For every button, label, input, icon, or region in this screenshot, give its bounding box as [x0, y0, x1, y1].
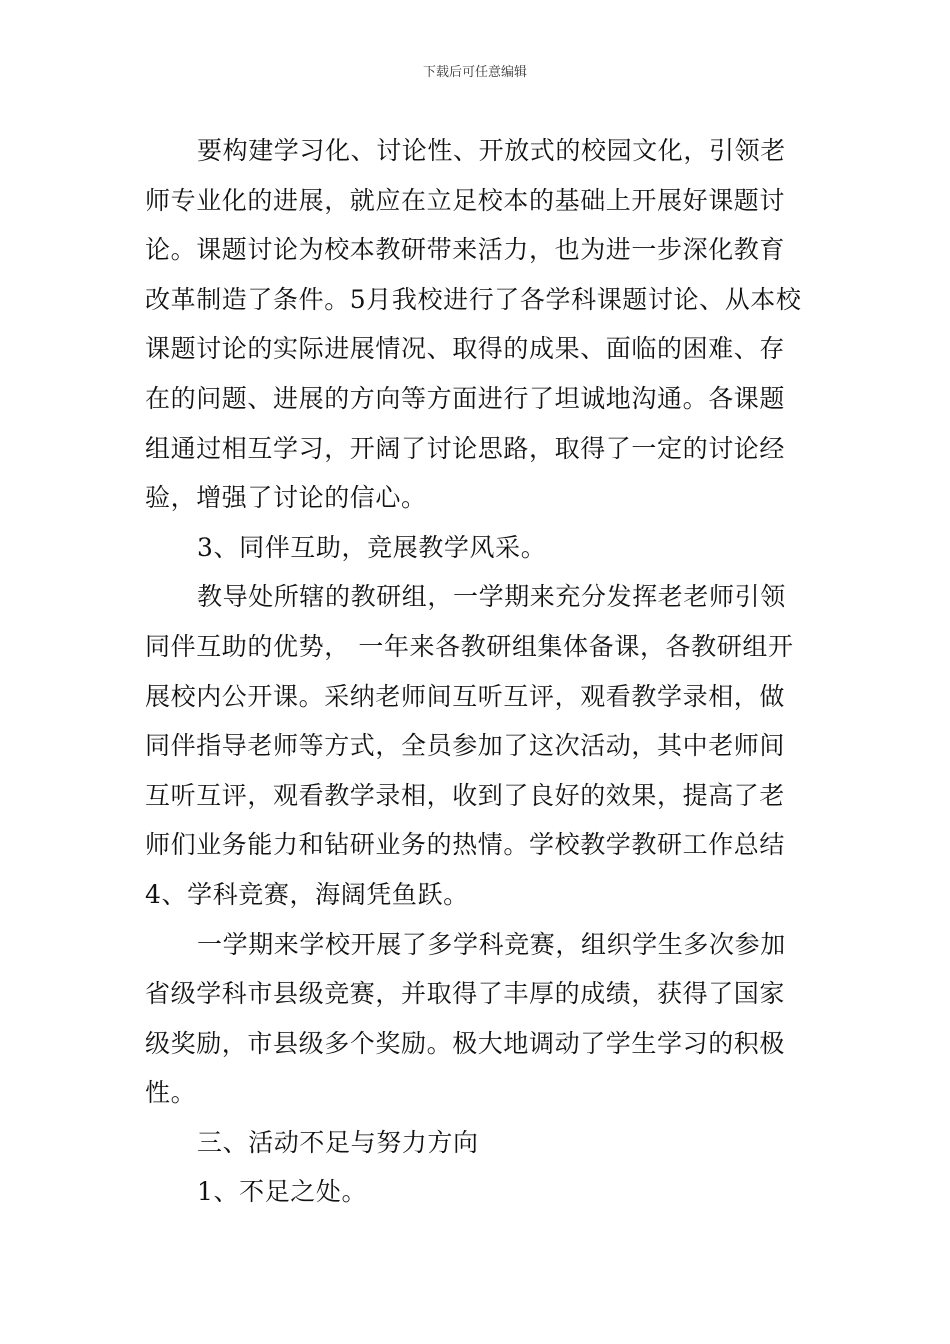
- page-header: 下载后可任意编辑: [422, 65, 527, 80]
- text-line: 互听互评，观看教学录相，收到了良好的效果，提高了老: [145, 780, 786, 810]
- text-line: 验，增强了讨论的信心。: [145, 483, 427, 513]
- text-line: 组通过相互学习，开阔了讨论思路，取得了一定的讨论经: [145, 433, 786, 463]
- section-heading: 三、活动不足与努力方向: [197, 1127, 479, 1157]
- text-line: 改革制造了条件。5月我校进行了各学科课题讨论、从本校: [145, 284, 802, 314]
- section-heading: 1、不足之处。: [197, 1177, 368, 1207]
- text-line: 师们业务能力和钻研业务的热情。学校教学教研工作总结: [145, 830, 786, 860]
- text-line: 教导处所辖的教研组，一学期来充分发挥老老师引领: [197, 582, 786, 612]
- text-line: 同伴互助的优势， 一年来各教研组集体备课，各教研组开: [145, 631, 794, 661]
- text-line: 省级学科市县级竞赛，并取得了丰厚的成绩，获得了国家: [145, 979, 786, 1009]
- section-heading: 4、学科竞赛，海阔凭鱼跃。: [145, 879, 469, 909]
- text-line: 同伴指导老师等方式，全员参加了这次活动，其中老师间: [145, 731, 786, 761]
- text-line: 师专业化的进展，就应在立足校本的基础上开展好课题讨: [145, 185, 786, 215]
- text-line: 性。: [145, 1078, 197, 1108]
- text-line: 在的问题、进展的方向等方面进行了坦诚地沟通。各课题: [145, 383, 786, 413]
- document-body: [145, 126, 805, 1217]
- text-line: 课题讨论的实际进展情况、取得的成果、面临的困难、存: [145, 334, 786, 364]
- text-line: 级奖励，市县级多个奖励。极大地调动了学生学习的积极: [145, 1028, 786, 1058]
- text-line: 一学期来学校开展了多学科竞赛，组织学生多次参加: [197, 929, 786, 959]
- section-heading: 3、同伴互助，竞展教学风采。: [197, 532, 547, 562]
- text-line: 展校内公开课。采纳老师间互听互评，观看教学录相，做: [145, 681, 786, 711]
- text-line: 要构建学习化、讨论性、开放式的校园文化，引领老: [197, 136, 786, 165]
- text-line: 论。课题讨论为校本教研带来活力，也为进一步深化教育: [145, 235, 786, 265]
